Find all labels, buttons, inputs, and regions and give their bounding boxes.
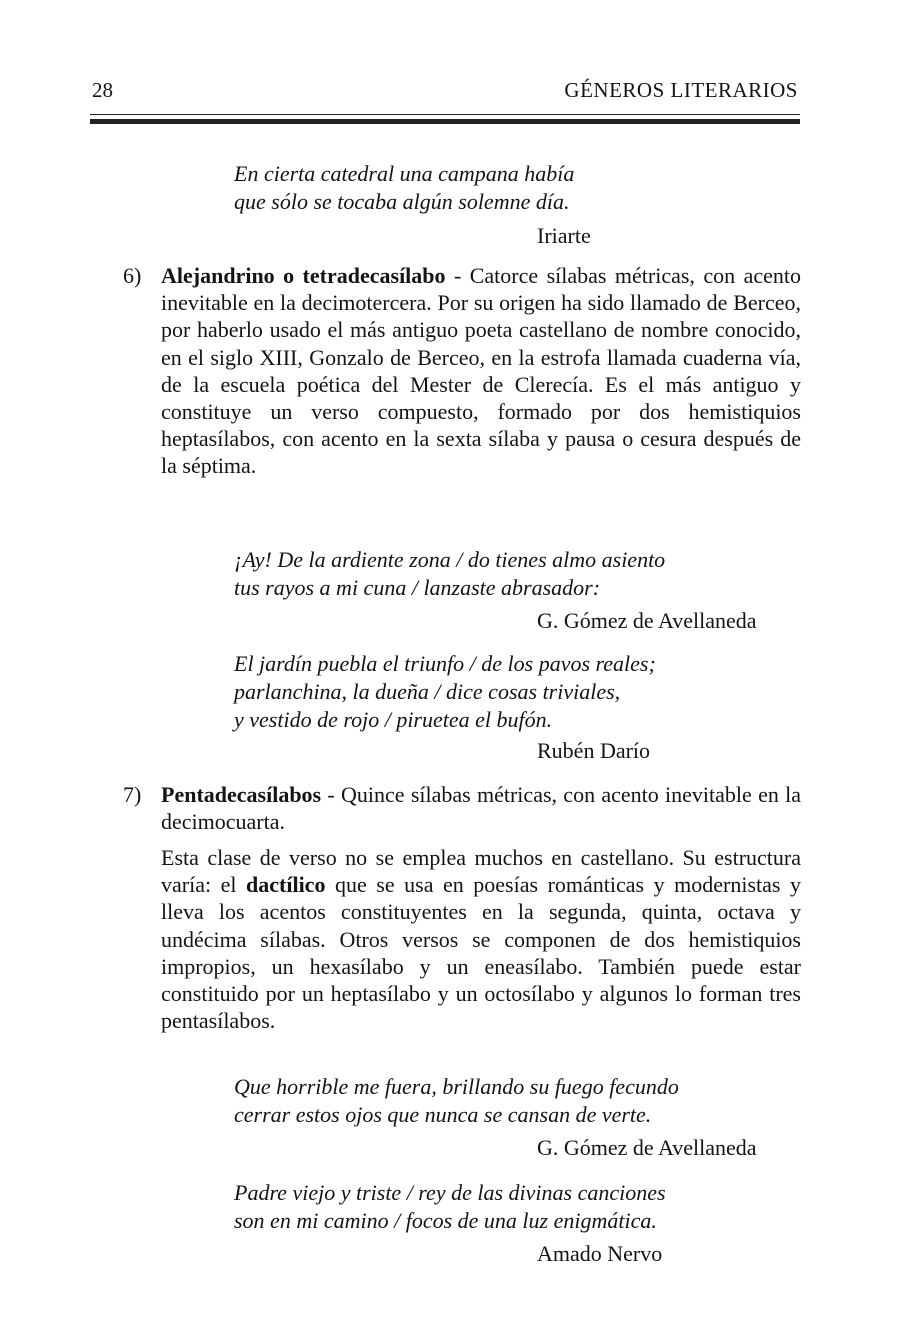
quote-author: Amado Nervo [537,1241,663,1266]
header-rule-thick [90,119,800,124]
verse-line: y vestido de rojo / piruetea el bufón. [234,707,553,732]
verse-line: parlanchina, la dueña / dice cosas triviales, [234,679,621,704]
section-number: 7) [123,782,142,807]
quote-author: Iriarte [537,223,591,248]
page-number: 28 [92,78,113,102]
verse-line: ¡Ay! De la ardiente zona / do tienes almo asiento [234,547,666,572]
verse-line: que sólo se tocaba algún solemne día. [234,189,570,214]
section-term: Pentadecasílabos [161,782,322,807]
section-number: 6) [123,263,142,288]
section-term: Alejandrino o tetradecasílabo [161,263,446,288]
bold-term: dactílico [246,872,326,898]
page-header [92,78,798,110]
section-7-paragraph [161,781,801,835]
verse-line: Padre viejo y triste / rey de las divinas canciones [234,1180,666,1205]
verse-quote-avellaneda-2 [234,1073,679,1129]
verse-line: cerrar estos ojos que nunca se cansan de verte. [234,1102,652,1127]
verse-quote-avellaneda-1 [234,546,665,602]
section-7-paragraph-2: Esta clase de verso no se emplea muchos en castellano. Su estructura varía: el dactílico que se usa en poesías románticas y modernistas y lleva los acentos constituyentes en la segunda, quinta, octava y undécima sílabas. Otros versos se componen de dos hemistiquios impropios, un hexasílabo y un eneasílabo. También puede estar constituido por un heptasílabo y un octosílabo y algunos lo forman tres pentasílabos. [161,845,801,1034]
running-title: GÉNEROS LITERARIOS [564,78,798,102]
verse-line: Que horrible me fuera, brillando su fuego fecundo [234,1074,679,1099]
section-6-paragraph [161,262,801,480]
verse-quote-nervo [234,1179,666,1235]
verse-line: tus rayos a mi cuna / lanzaste abrasador: [234,575,601,600]
quote-author: G. Gómez de Avellaneda [537,608,757,633]
section-text: - Quince sílabas métricas, con acento inevitable en la decimocuarta. [161,782,801,835]
verse-line: El jardín puebla el triunfo / de los pavos reales; [234,651,656,676]
header-rule-thin [90,114,800,115]
verse-quote-dario [234,650,656,734]
quote-author: Rubén Darío [537,738,651,763]
verse-quote-iriarte [234,160,574,216]
section-text: - Catorce sílabas métricas, con acento inevitable en la decimotercera. Por su origen ha sido llamado de Berceo, por haberlo usado el más antiguo poeta castellano de nombre conocido, en el siglo XIII, Gonzalo de Berceo, en la estrofa llamada cuaderna vía, de la escuela poética del Mester de Clerecía. Es el más antiguo y constituye un verso compuesto, formado por dos hemistiquios heptasílabos, con acento en la sexta sílaba y pausa o cesura después de la séptima. [161,263,801,479]
verse-line: son en mi camino / focos de una luz enigmática. [234,1208,657,1233]
verse-line: En cierta catedral una campana había [234,161,575,186]
quote-author: G. Gómez de Avellaneda [537,1135,757,1160]
